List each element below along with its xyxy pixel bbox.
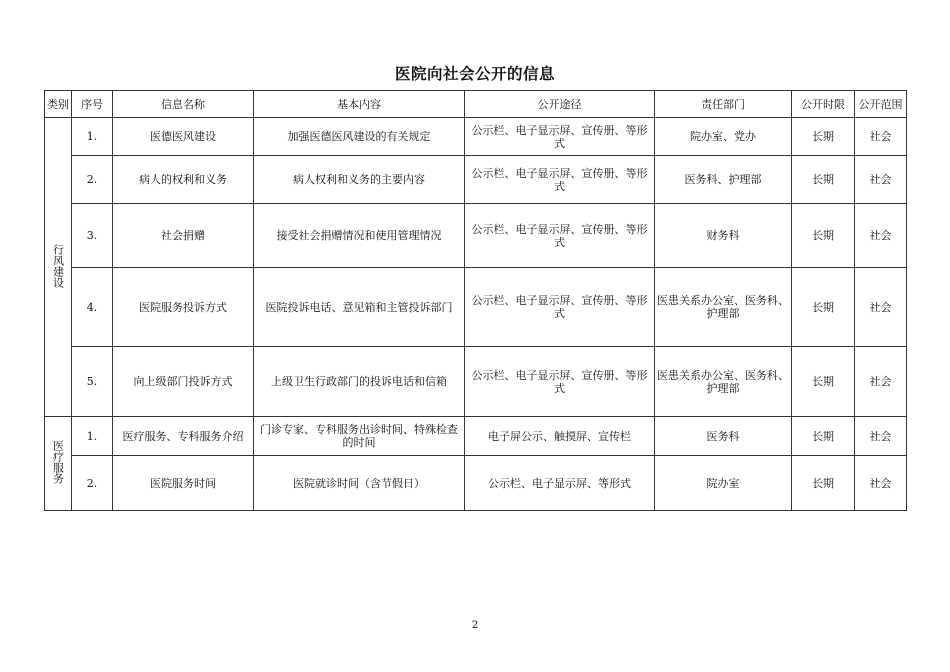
category-label: 行风建设 bbox=[51, 243, 65, 288]
row-info-name: 社会捐赠 bbox=[113, 204, 254, 268]
row-info-name: 病人的权利和义务 bbox=[113, 156, 254, 204]
col-header-category: 类别 bbox=[45, 91, 72, 118]
row-content: 上级卫生行政部门的投诉电话和信箱 bbox=[254, 347, 465, 417]
row-number: 1. bbox=[72, 118, 113, 156]
category-cell bbox=[45, 118, 72, 417]
row-department: 医务科 bbox=[655, 417, 792, 456]
row-scope: 社会 bbox=[855, 268, 907, 347]
page-title: 医院向社会公开的信息 bbox=[394, 65, 555, 83]
row-content: 加强医德医风建设的有关规定 bbox=[254, 118, 465, 156]
row-number: 2. bbox=[72, 456, 113, 511]
row-channel: 公示栏、电子显示屏、等形式 bbox=[465, 456, 655, 511]
category-label: 医疗服务 bbox=[51, 440, 65, 484]
table-row bbox=[45, 268, 907, 347]
col-header-department: 责任部门 bbox=[655, 91, 792, 118]
row-number: 3. bbox=[72, 204, 113, 268]
row-scope: 社会 bbox=[855, 204, 907, 268]
row-info-name: 医疗服务、专科服务介绍 bbox=[113, 417, 254, 456]
row-channel: 公示栏、电子显示屏、宣传册、等形式 bbox=[465, 268, 655, 347]
table-row bbox=[45, 347, 907, 417]
row-period: 长期 bbox=[792, 204, 855, 268]
col-header-content: 基本内容 bbox=[254, 91, 465, 118]
row-period: 长期 bbox=[792, 118, 855, 156]
table-row bbox=[45, 456, 907, 511]
table-row bbox=[45, 118, 907, 156]
row-scope: 社会 bbox=[855, 347, 907, 417]
col-header-period: 公开时限 bbox=[792, 91, 855, 118]
row-channel: 电子屏公示、触摸屏、宣传栏 bbox=[465, 417, 655, 456]
row-department: 院办室 bbox=[655, 456, 792, 511]
row-period: 长期 bbox=[792, 268, 855, 347]
row-info-name: 向上级部门投诉方式 bbox=[113, 347, 254, 417]
row-period: 长期 bbox=[792, 347, 855, 417]
row-content: 病人权利和义务的主要内容 bbox=[254, 156, 465, 204]
row-content: 接受社会捐赠情况和使用管理情况 bbox=[254, 204, 465, 268]
row-scope: 社会 bbox=[855, 118, 907, 156]
row-channel: 公示栏、电子显示屏、宣传册、等形式 bbox=[465, 204, 655, 268]
row-info-name: 医院服务时间 bbox=[113, 456, 254, 511]
row-channel: 公示栏、电子显示屏、宣传册、等形式 bbox=[465, 347, 655, 417]
row-number: 4. bbox=[72, 268, 113, 347]
row-period: 长期 bbox=[792, 456, 855, 511]
row-number: 5. bbox=[72, 347, 113, 417]
row-info-name: 医德医风建设 bbox=[113, 118, 254, 156]
col-header-scope: 公开范围 bbox=[855, 91, 907, 118]
row-scope: 社会 bbox=[855, 456, 907, 511]
row-number: 2. bbox=[72, 156, 113, 204]
col-header-channel: 公开途径 bbox=[465, 91, 655, 118]
info-table bbox=[44, 90, 907, 511]
row-period: 长期 bbox=[792, 156, 855, 204]
row-scope: 社会 bbox=[855, 417, 907, 456]
row-content: 门诊专家、专科服务出诊时间、特殊检查的时间 bbox=[254, 417, 465, 456]
row-department: 财务科 bbox=[655, 204, 792, 268]
table-row bbox=[45, 156, 907, 204]
row-channel: 公示栏、电子显示屏、宣传册、等形式 bbox=[465, 156, 655, 204]
row-number: 1. bbox=[72, 417, 113, 456]
row-channel: 公示栏、电子显示屏、宣传册、等形式 bbox=[465, 118, 655, 156]
table-row bbox=[45, 204, 907, 268]
col-header-info-name: 信息名称 bbox=[113, 91, 254, 118]
table-row bbox=[45, 417, 907, 456]
row-period: 长期 bbox=[792, 417, 855, 456]
page-number: 2 bbox=[471, 620, 479, 631]
row-content: 医院就诊时间（含节假日） bbox=[254, 456, 465, 511]
row-info-name: 医院服务投诉方式 bbox=[113, 268, 254, 347]
header-row bbox=[45, 91, 907, 118]
row-department: 医患关系办公室、医务科、护理部 bbox=[655, 268, 792, 347]
category-cell bbox=[45, 417, 72, 511]
row-department: 院办室、党办 bbox=[655, 118, 792, 156]
row-scope: 社会 bbox=[855, 156, 907, 204]
row-content: 医院投诉电话、意见箱和主管投诉部门 bbox=[254, 268, 465, 347]
row-department: 医患关系办公室、医务科、护理部 bbox=[655, 347, 792, 417]
row-department: 医务科、护理部 bbox=[655, 156, 792, 204]
col-header-number: 序号 bbox=[72, 91, 113, 118]
